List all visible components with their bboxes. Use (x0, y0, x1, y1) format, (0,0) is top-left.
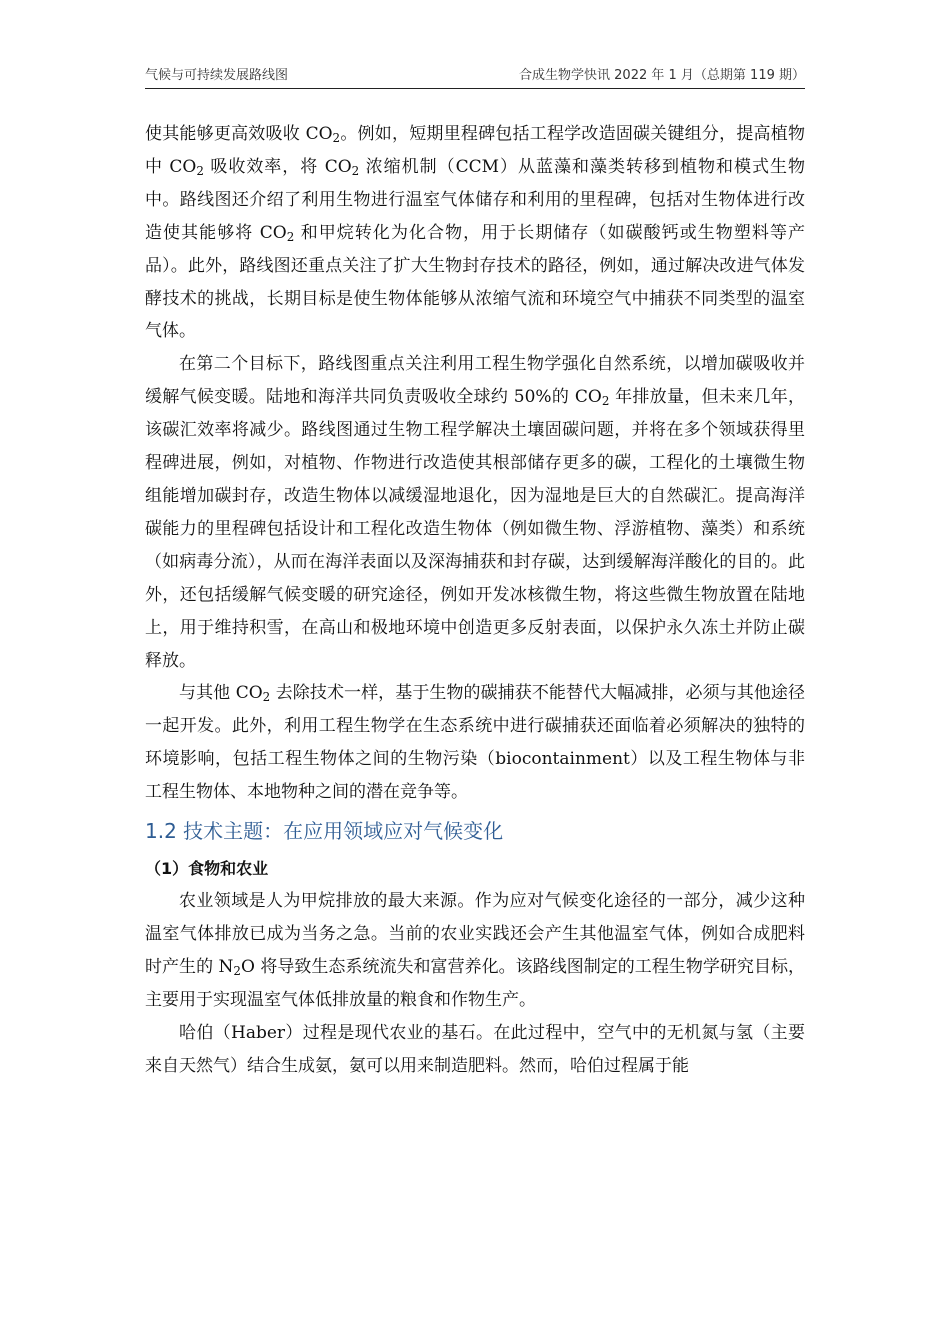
paragraph-2 (145, 348, 805, 677)
text-run: 年排放量，但未来几年，该碳汇效率将减少。路线图通过生物工程学解决土壤固碳问题，并将在多个领域获得里程碑进展，例如，对植物、作物进行改造使其根部储存更多的碳，工程化的土壤微生物组能增加碳封存，改造生物体以减缓湿地退化，因为湿地是巨大的自然碳汇。提高海洋碳能力的里程碑包括设计和工程化改造生物体（例如微生物、浮游植物、藻类）和系统（如病毒分流），从而在海洋表面以及深海捕获和封存碳，达到缓解海洋酸化的目的。此外，还包括缓解气候变暖的研究途径，例如开发冰核微生物，将这些微生物放置在陆地上，用于维持积雪，在高山和极地环境中创造更多反射表面，以保护永久冻土并防止碳释放。 (145, 387, 805, 671)
text-run: 和甲烷转化为化合物，用于长期储存（如碳酸钙或生物塑料等产品）。此外，路线图还重点关注了扩大生物封存技术的路径，例如，通过解决改进气体发酵技术的挑战，长期目标是使生物体能够从浓缩气流和环境空气中捕获不同类型的温室气体。 (145, 222, 805, 342)
subscript: 2 (196, 163, 204, 178)
subsection-heading: （1）食物和农业 (145, 859, 269, 879)
paragraph-1 (145, 118, 805, 348)
paragraph-3 (145, 677, 805, 809)
paragraph-5: 哈伯（Haber）过程是现代农业的基石。在此过程中，空气中的无机氮与氢（主要来自天然气）结合生成氨，氨可以用来制造肥料。然而，哈伯过程属于能 (145, 1022, 805, 1076)
paragraph-4 (145, 885, 805, 1017)
text-run: 吸收效率，将 CO (203, 156, 352, 177)
text-run: 与其他 CO (179, 683, 263, 704)
document-body (145, 118, 805, 1082)
header-left-title: 气候与可持续发展路线图 (145, 68, 289, 83)
text-run: 去除技术一样，基于生物的碳捕获不能替代大幅减排，必须与其他途径一起开发。此外，利用工程生物学在生态系统中进行碳捕获还面临着必须解决的独特的环境影响，包括工程生物体之间的生物污染（biocontainment）以及工程生物体与非工程生物体、本地物种之间的潜在竞争等。 (145, 683, 805, 803)
subscript: 2 (351, 163, 360, 178)
header-right-issue: 合成生物学快讯 2022 年 1 月（总期第 119 期） (519, 68, 805, 83)
text-run: 农业领域是人为甲烷排放的最大来源。作为应对气候变化途径的一部分，减少这种温室气体排放已成为当务之急。当前的农业实践还会产生其他温室气体，例如合成肥料时产生的 N (145, 891, 805, 977)
subscript: 2 (262, 690, 271, 705)
text-run: O 将导致生态系统流失和富营养化。该路线图制定的工程生物学研究目标，主要用于实现温室气体低排放量的粮食和作物生产。 (145, 956, 805, 1010)
subscript: 2 (601, 394, 610, 409)
subscript: 2 (233, 963, 241, 978)
subscript: 2 (286, 229, 295, 244)
subscript: 2 (332, 130, 341, 145)
section-heading: 1.2 技术主题：在应用领域应对气候变化 (145, 819, 504, 844)
text-run: 使其能够更高效吸收 CO (145, 124, 333, 144)
page-header (145, 64, 805, 89)
text-run: 浓缩机制（CCM）从蓝藻和藻类转移到植物和模式生物中。路线图还介绍了利用生物进行温室气体储存和利用的里程碑，包括对生物体进行改造使其能够将 CO (145, 156, 805, 243)
text-run: 。例如，短期里程碑包括工程学改造固碳关键组分，提高植物中 CO (145, 124, 805, 177)
text-run: 在第二个目标下，路线图重点关注利用工程生物学强化自然系统，以增加碳吸收并缓解气候变暖。陆地和海洋共同负责吸收全球约 50%的 CO (145, 354, 805, 408)
